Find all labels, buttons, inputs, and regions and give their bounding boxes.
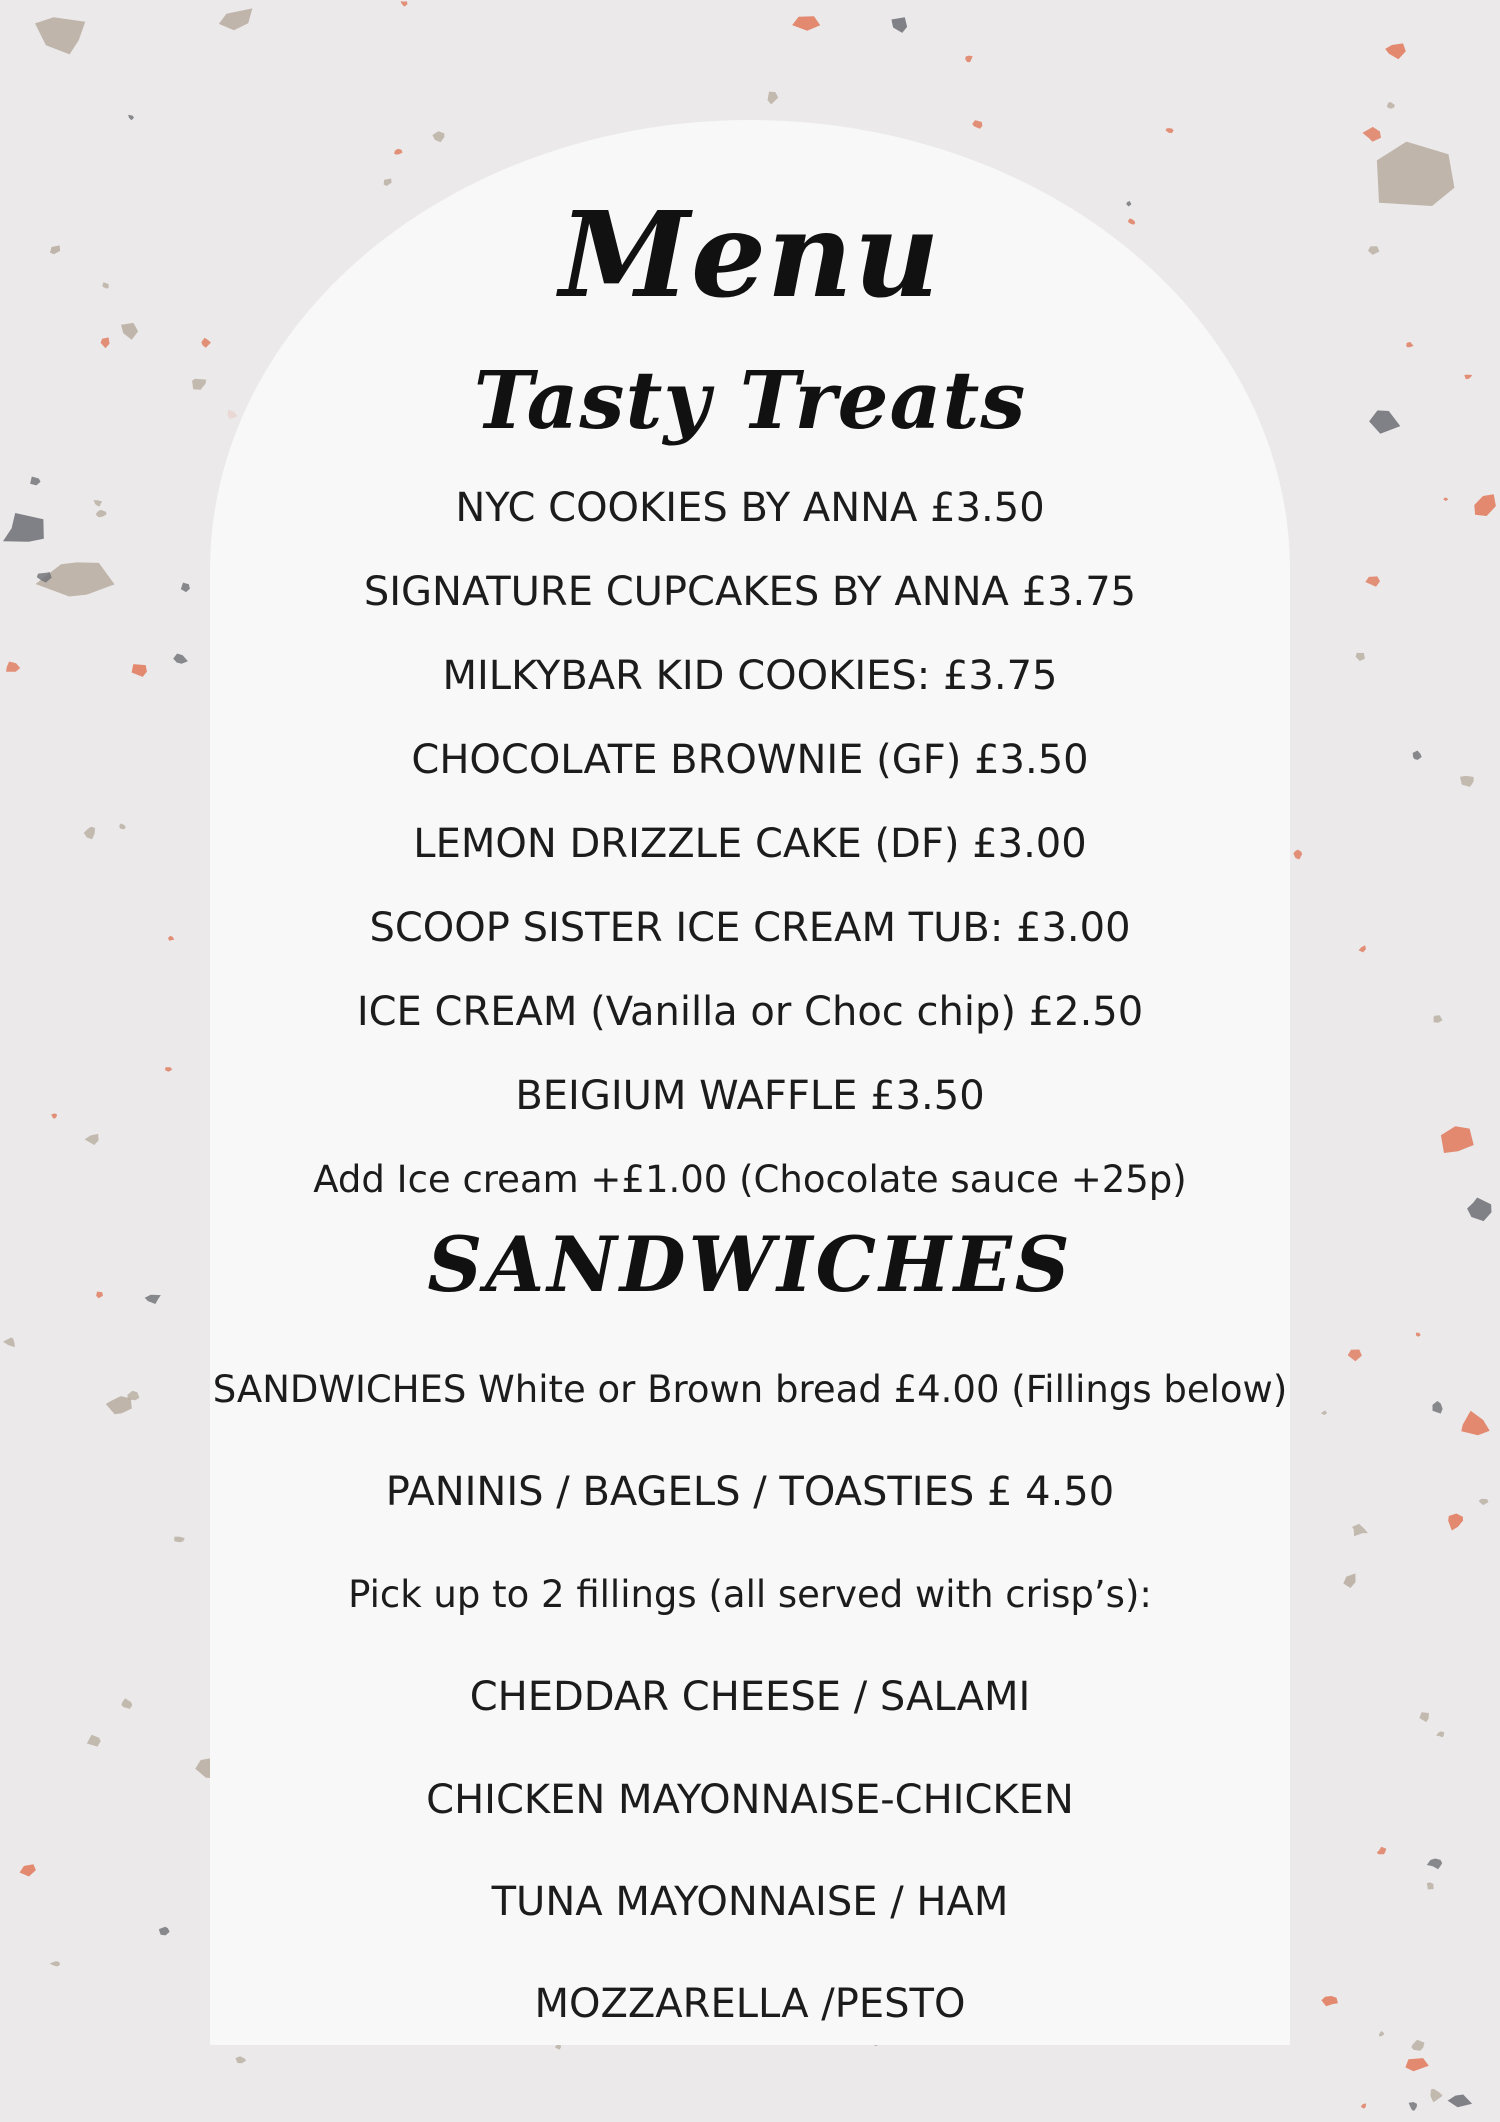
treat-item: CHOCOLATE BROWNIE (GF) £3.50 bbox=[411, 737, 1089, 783]
terrazzo-chip bbox=[127, 1391, 139, 1401]
terrazzo-chip bbox=[103, 282, 109, 289]
terrazzo-chip bbox=[1467, 1198, 1491, 1222]
terrazzo-chip bbox=[1369, 410, 1400, 433]
terrazzo-chip bbox=[168, 936, 174, 941]
terrazzo-chip bbox=[1434, 1015, 1443, 1023]
filling-item: MOZZARELLA /PESTO bbox=[534, 1981, 966, 2027]
terrazzo-chip bbox=[94, 500, 103, 507]
filling-item: CHEDDAR CHEESE / SALAMI bbox=[469, 1674, 1031, 1720]
terrazzo-chip bbox=[119, 823, 125, 829]
menu-title: Menu bbox=[559, 185, 941, 324]
terrazzo-chip bbox=[1427, 1882, 1434, 1889]
terrazzo-chip bbox=[1411, 2040, 1424, 2051]
treat-item: NYC COOKIES BY ANNA £3.50 bbox=[455, 485, 1045, 531]
terrazzo-chip bbox=[1359, 945, 1367, 952]
terrazzo-chip bbox=[1362, 127, 1381, 142]
terrazzo-chip bbox=[1479, 1499, 1489, 1505]
terrazzo-chip bbox=[6, 662, 20, 672]
terrazzo-chip bbox=[128, 115, 134, 121]
treat-item: SCOOP SISTER ICE CREAM TUB: £3.00 bbox=[369, 905, 1131, 951]
terrazzo-chip bbox=[792, 16, 820, 31]
terrazzo-chip bbox=[1448, 1514, 1463, 1531]
terrazzo-chip bbox=[145, 1295, 161, 1304]
terrazzo-chip bbox=[174, 1537, 184, 1543]
terrazzo-chip bbox=[1460, 776, 1474, 787]
terrazzo-chip bbox=[1448, 2095, 1473, 2108]
terrazzo-chip bbox=[1365, 576, 1380, 586]
terrazzo-chip bbox=[101, 337, 110, 348]
terrazzo-chip bbox=[1377, 142, 1455, 206]
terrazzo-chip bbox=[87, 1735, 101, 1747]
terrazzo-chip bbox=[3, 1337, 15, 1347]
terrazzo-chip bbox=[173, 654, 188, 664]
treat-item: BEIGIUM WAFFLE £3.50 bbox=[515, 1073, 985, 1119]
terrazzo-chip bbox=[1343, 1573, 1355, 1588]
terrazzo-chip bbox=[51, 1113, 57, 1118]
terrazzo-chip bbox=[1413, 751, 1422, 760]
terrazzo-chip bbox=[401, 1, 408, 6]
terrazzo-chip bbox=[159, 1927, 170, 1936]
terrazzo-chip bbox=[236, 2056, 247, 2063]
terrazzo-chip bbox=[84, 827, 95, 840]
terrazzo-chip bbox=[1361, 2103, 1366, 2108]
treat-item: SIGNATURE CUPCAKES BY ANNA £3.75 bbox=[363, 569, 1137, 615]
filling-item: TUNA MAYONNAISE / HAM bbox=[491, 1879, 1009, 1925]
terrazzo-chip bbox=[1461, 1411, 1489, 1435]
terrazzo-chip bbox=[1419, 1712, 1429, 1722]
terrazzo-chip bbox=[1293, 850, 1302, 860]
sandwiches-heading: SANDWICHES bbox=[427, 1220, 1073, 1309]
treat-item: ICE CREAM (Vanilla or Choc chip) £2.50 bbox=[356, 989, 1144, 1035]
terrazzo-chip bbox=[1385, 43, 1406, 59]
terrazzo-chip bbox=[1406, 342, 1413, 347]
terrazzo-chip bbox=[106, 1396, 132, 1414]
treat-addon: Add Ice cream +£1.00 (Chocolate sauce +25p) bbox=[313, 1158, 1187, 1201]
terrazzo-chip bbox=[555, 2044, 561, 2050]
terrazzo-chip bbox=[219, 8, 253, 30]
filling-item: CHICKEN MAYONNAISE-CHICKEN bbox=[426, 1777, 1074, 1823]
terrazzo-chip bbox=[20, 1864, 36, 1876]
menu-content bbox=[210, 120, 1290, 2045]
terrazzo-chip bbox=[96, 510, 107, 518]
terrazzo-chip bbox=[1464, 375, 1472, 380]
terrazzo-chip bbox=[1409, 2102, 1417, 2111]
terrazzo-chip bbox=[891, 17, 907, 33]
terrazzo-chip bbox=[1441, 1126, 1474, 1153]
fillings-note: Pick up to 2 fillings (all served with crisp’s): bbox=[348, 1573, 1152, 1616]
terrazzo-chip bbox=[165, 1067, 172, 1072]
tasty-treats-heading: Tasty Treats bbox=[473, 353, 1027, 447]
terrazzo-chip bbox=[121, 1698, 132, 1709]
terrazzo-chip bbox=[1356, 653, 1365, 661]
terrazzo-chip bbox=[1443, 498, 1448, 501]
terrazzo-chip bbox=[121, 323, 138, 340]
terrazzo-chip bbox=[1348, 1350, 1362, 1362]
terrazzo-chip bbox=[1368, 246, 1379, 255]
terrazzo-chip bbox=[1352, 1524, 1368, 1536]
terrazzo-chip bbox=[1379, 2031, 1384, 2036]
terrazzo-chip bbox=[1377, 1847, 1387, 1855]
terrazzo-chip bbox=[1433, 1401, 1443, 1414]
terrazzo-chip bbox=[1427, 1859, 1442, 1870]
terrazzo-chip bbox=[1405, 2058, 1428, 2071]
terrazzo-chip bbox=[30, 477, 40, 486]
terrazzo-chip bbox=[1387, 102, 1395, 109]
terrazzo-chip bbox=[1436, 1732, 1444, 1738]
terrazzo-chip bbox=[50, 1961, 61, 1966]
treat-item: LEMON DRIZZLE CAKE (DF) £3.00 bbox=[413, 821, 1087, 867]
sandwich-item: SANDWICHES White or Brown bread £4.00 (Fillings below) bbox=[212, 1368, 1288, 1411]
terrazzo-chip bbox=[85, 1134, 99, 1145]
terrazzo-chip bbox=[192, 379, 206, 390]
terrazzo-chip bbox=[965, 56, 973, 63]
terrazzo-chip bbox=[1321, 1996, 1338, 2006]
terrazzo-chip bbox=[35, 17, 85, 54]
terrazzo-chip bbox=[181, 583, 190, 593]
terrazzo-chip bbox=[1474, 494, 1496, 516]
terrazzo-chip bbox=[50, 245, 60, 254]
terrazzo-chip bbox=[96, 1292, 103, 1299]
terrazzo-chip bbox=[3, 513, 44, 542]
terrazzo-chip bbox=[1430, 2089, 1442, 2103]
terrazzo-chip bbox=[132, 664, 147, 677]
treat-item: MILKYBAR KID COOKIES: £3.75 bbox=[442, 653, 1058, 699]
terrazzo-chip bbox=[1416, 1333, 1421, 1337]
terrazzo-chip bbox=[768, 92, 779, 105]
sandwich-item: PANINIS / BAGELS / TOASTIES £ 4.50 bbox=[385, 1469, 1115, 1515]
terrazzo-chip bbox=[1321, 1411, 1327, 1415]
